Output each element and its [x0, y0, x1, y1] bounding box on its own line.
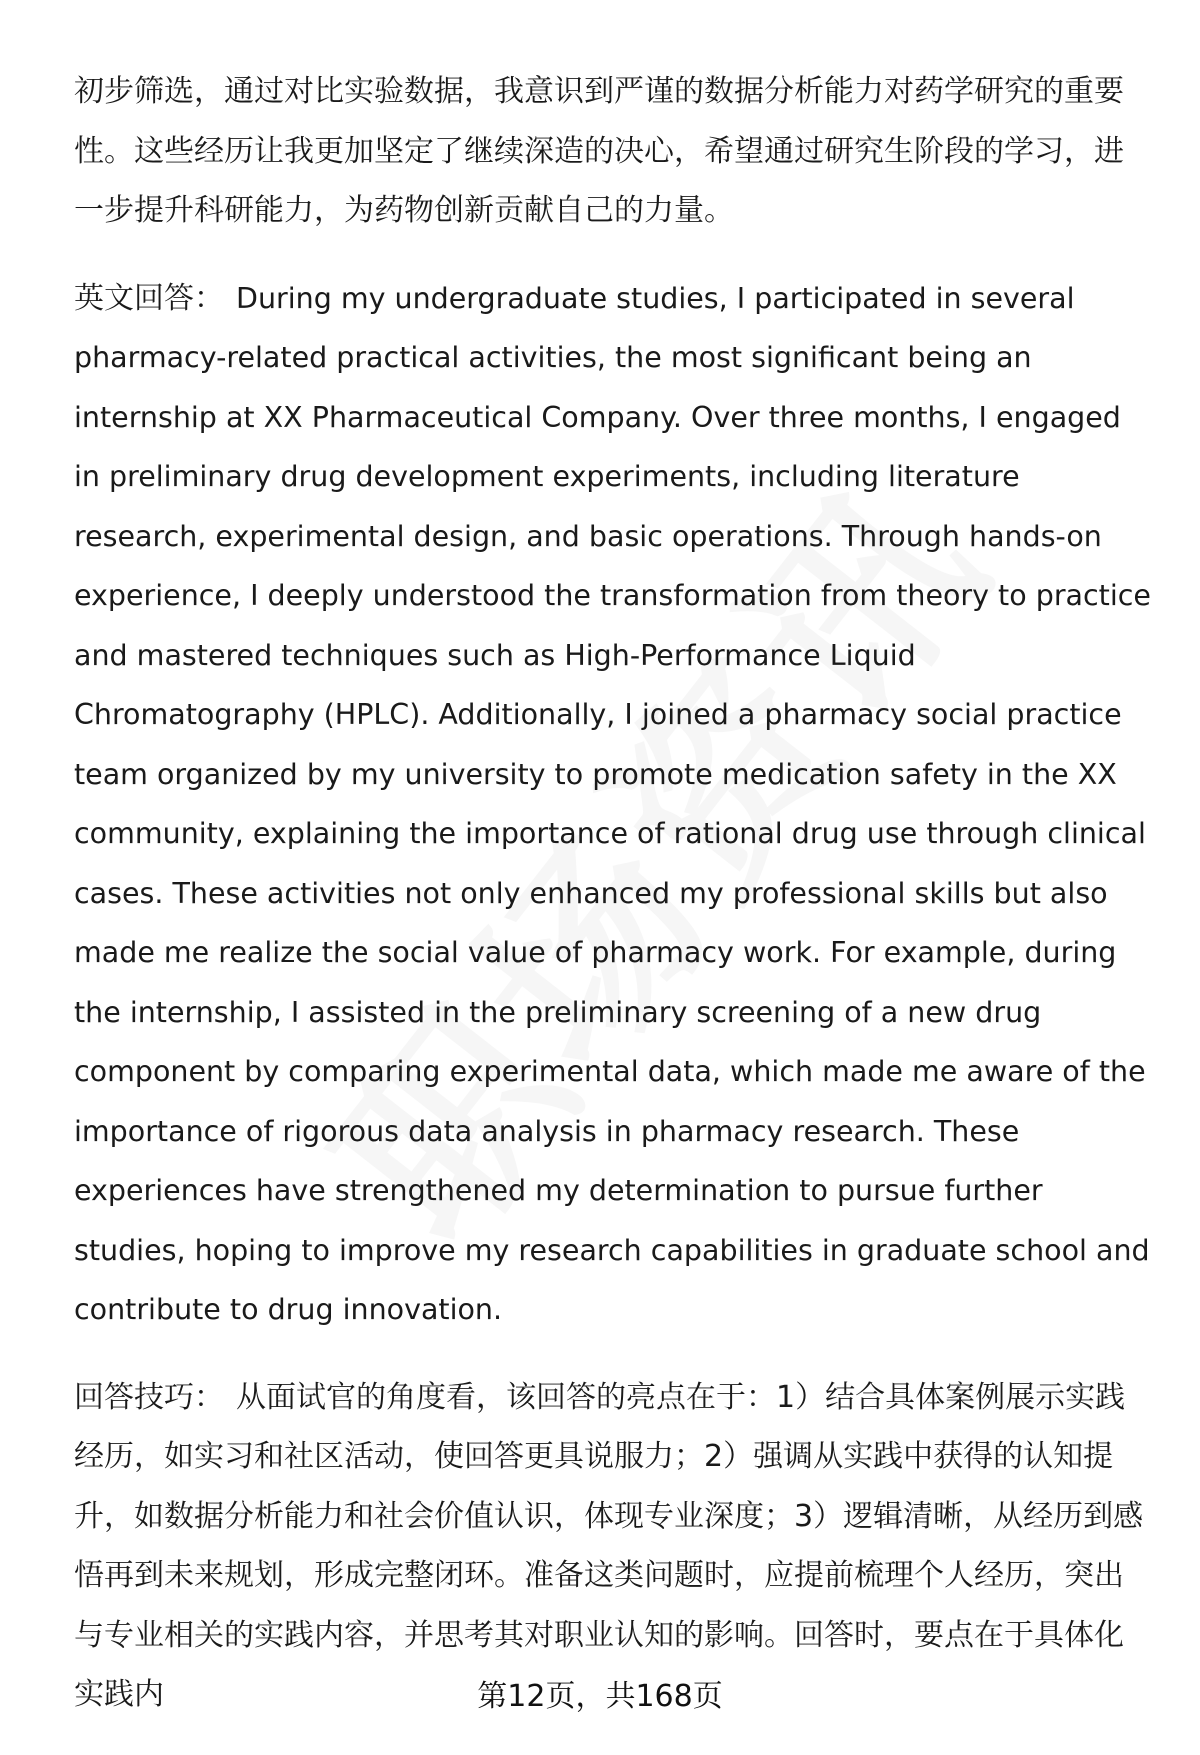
english-answer-paragraph — [74, 269, 1152, 1340]
tips-label: 回答技巧： — [74, 1379, 224, 1415]
page-number-footer: 第12页，共168页 — [477, 1679, 723, 1714]
english-answer-label: 英文回答： — [74, 280, 224, 316]
tips-text: 从面试官的角度看，该回答的亮点在于：1）结合具体案例展示实践经历，如实习和社区活动，使回答更具说服力；2）强调从实践中获得的认知提升，如数据分析能力和社会价值认识，体现专业深度；3）逻辑清晰，从经历到感悟再到未来规划，形成完整闭环。准备这类问题时，应提前梳理个人经历，突出与专业相关的实践内容，并思考其对职业认知的影响。回答时，要点在于具体化实践内 — [74, 1379, 1144, 1712]
english-answer-text: During my undergraduate studies, I participated in several pharmacy-related practical activities, the most significant being an internship at XX Pharmaceutical Company. Over three months, I engaged in preliminary drug development experiments, including literature research, experimental design, and basic operations. Through hands-on experience, I deeply understood the transformation from theory to practice and mastered techniques such as High-Performance Liquid Chromatography (HPLC). Additionally, I joined a pharmacy social practice team organized by my university to promote medication safety in the XX community, explaining the importance of rational drug use through clinical cases. These activities not only enhanced my professional skills but also made me realize the social value of pharmacy work. For example, during the internship, I assisted in the preliminary screening of a new drug component by comparing experimental data, which made me aware of the importance of rigorous data analysis in pharmacy research. These experiences have strengthened my determination to pursue further studies, hoping to improve my research capabilities in graduate school and contribute to drug innovation. — [74, 281, 1151, 1326]
document-body — [74, 62, 1152, 1753]
paragraph-continuation: 初步筛选，通过对比实验数据，我意识到严谨的数据分析能力对药学研究的重要性。这些经历让我更加坚定了继续深造的决心，希望通过研究生阶段的学习，进一步提升科研能力，为药物创新贡献自己的力量。 — [74, 74, 1124, 228]
tips-paragraph — [74, 1368, 1152, 1725]
